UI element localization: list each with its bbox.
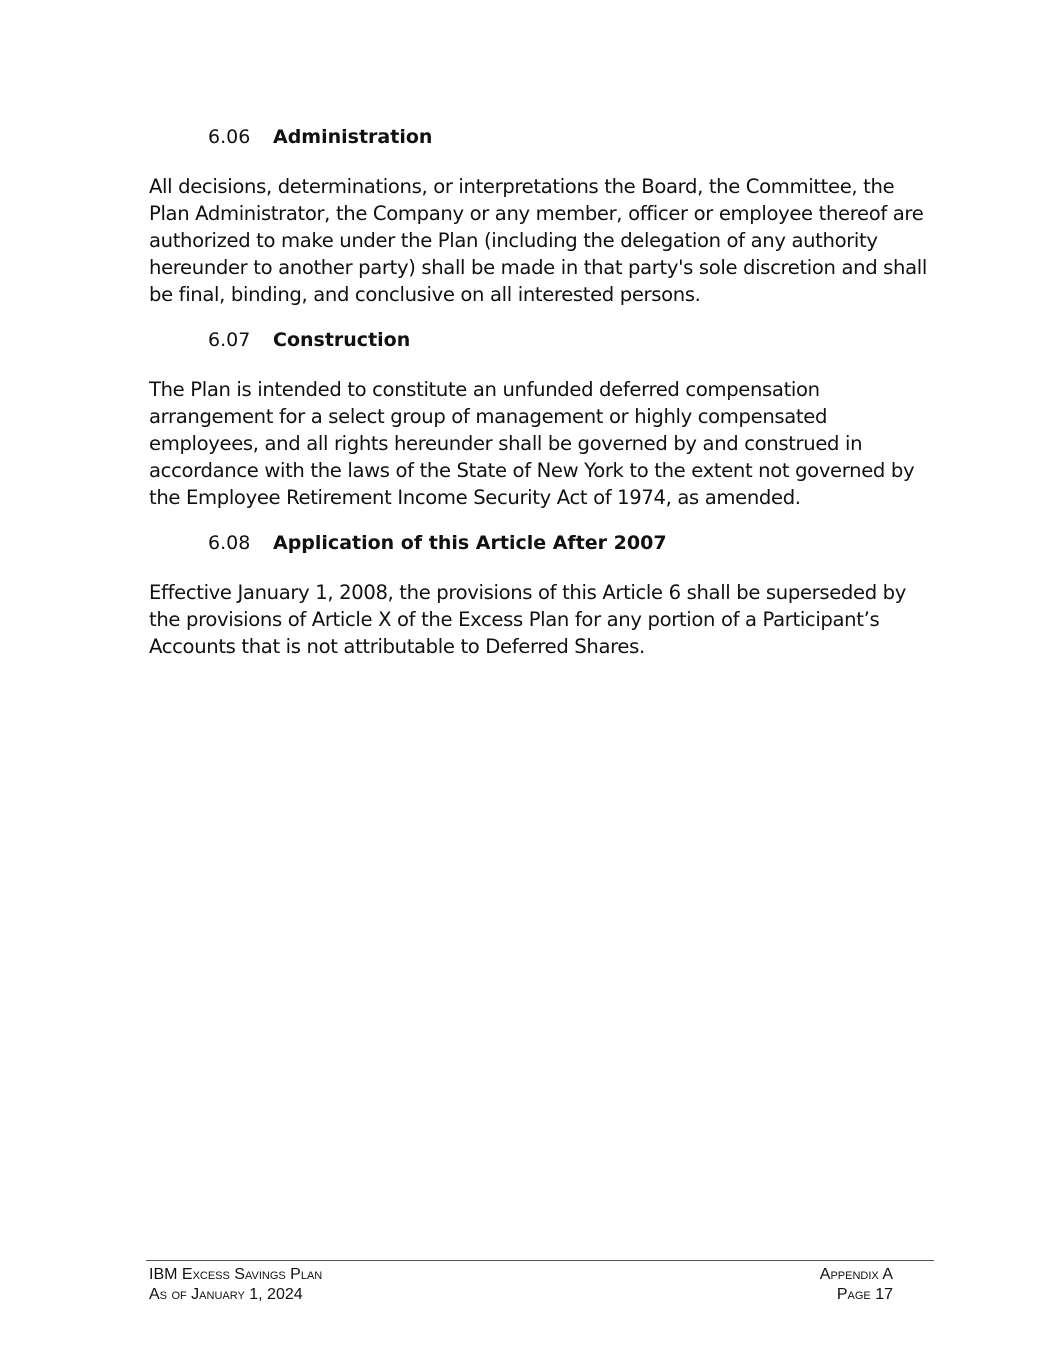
- page-footer: [146, 1260, 934, 1303]
- section-6-07: [149, 327, 939, 511]
- section-title: Application of this Article After 2007: [273, 532, 667, 554]
- section-6-08: [149, 530, 939, 660]
- section-title: Administration: [273, 126, 433, 148]
- section-6-06: [149, 124, 939, 308]
- section-body: All decisions, determinations, or interpretations the Board, the Committee, the Plan Administrator, the Company or any member, officer or employee thereof are authorized to make under the Plan (including the delegation of any authority hereunder to another party) shall be made in that party's sole discretion and shall be final, binding, and conclusive on all interested persons.: [149, 175, 927, 306]
- footer-right: [820, 1265, 893, 1305]
- footer-as-of-date: As of January 1, 2024: [149, 1286, 303, 1303]
- footer-plan-name: IBM Excess Savings Plan: [149, 1266, 323, 1283]
- section-number: 6.08: [208, 532, 251, 554]
- section-number: 6.07: [208, 329, 251, 351]
- footer-page-number: Page 17: [836, 1286, 893, 1303]
- footer-left: [149, 1265, 322, 1305]
- section-title: Construction: [273, 329, 411, 351]
- section-body: The Plan is intended to constitute an unfunded deferred compensation arrangement for a select group of management or highly compensated employees, and all rights hereunder shall be governed by and construed in accordance with the laws of the State of New York to the extent not governed by the Employee Retirement Income Security Act of 1974, as amended.: [149, 378, 915, 509]
- section-heading: [149, 124, 939, 150]
- section-number: 6.06: [208, 126, 251, 148]
- section-body: Effective January 1, 2008, the provisions of this Article 6 shall be superseded by the provisions of Article X of the Excess Plan for any portion of a Participant’s Accounts that is not attributable to Deferred Shares.: [149, 581, 907, 658]
- section-heading: [149, 530, 939, 556]
- footer-appendix: Appendix A: [819, 1266, 893, 1283]
- section-heading: [149, 327, 939, 353]
